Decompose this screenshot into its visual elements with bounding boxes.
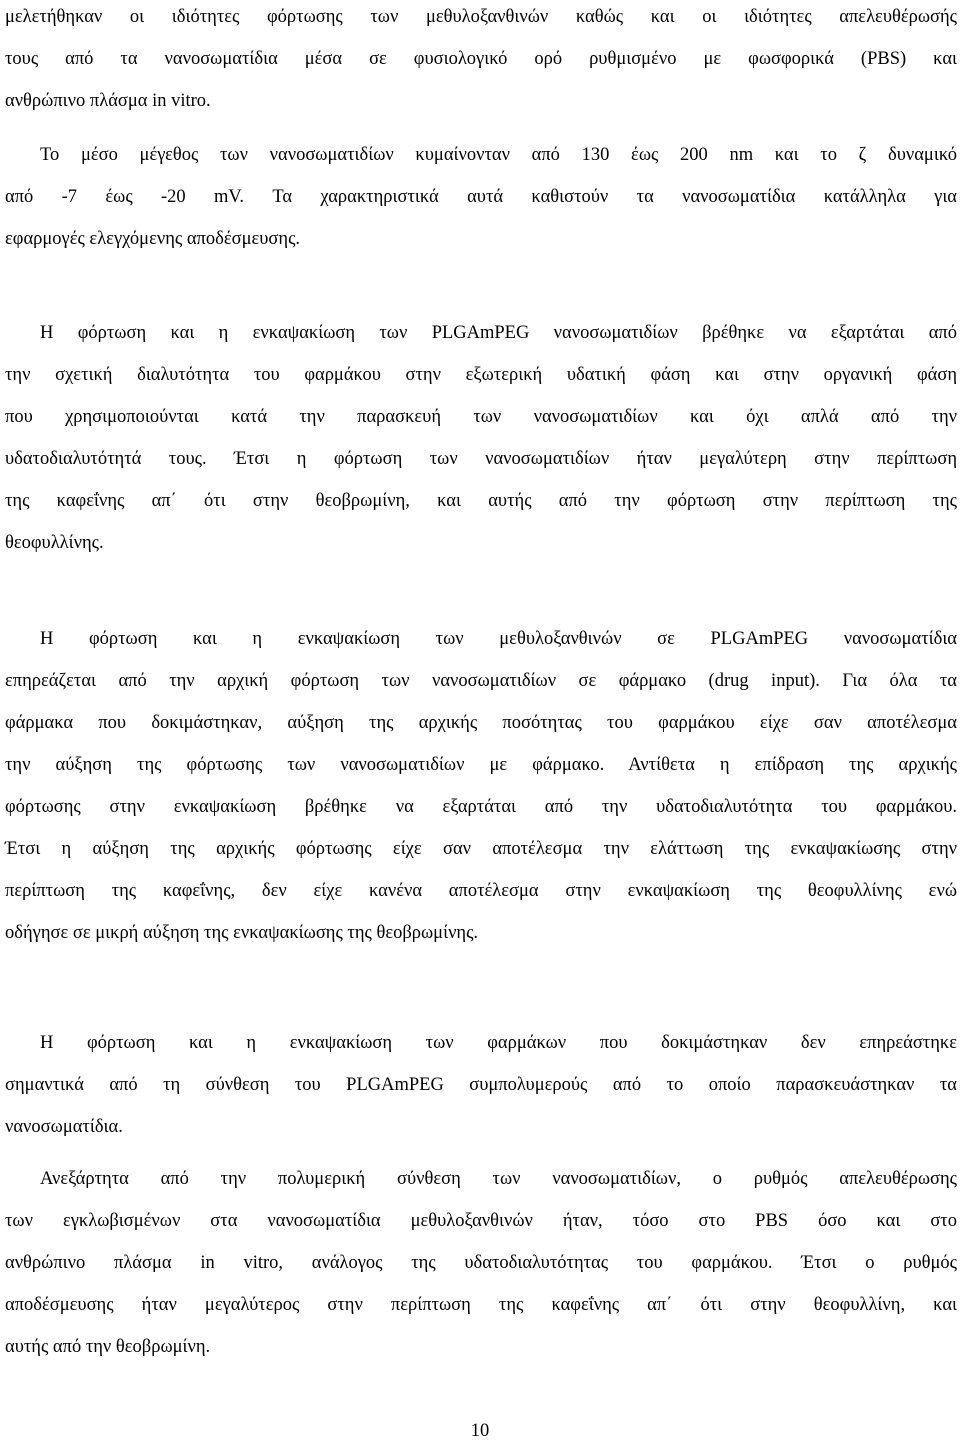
text-line: την σχετική διαλυτότητα του φαρμάκου στην εξωτερική υδατική φάση και στην οργανική φάση (5, 365, 957, 385)
text-line: Ανεξάρτητα από την πολυμερική σύνθεση των νανοσωματιδίων, ο ρυθμός απελευθέρωσης (40, 1169, 957, 1189)
text-line: των εγκλωβισμένων στα νανοσωματίδια μεθυλοξανθινών ήταν, τόσο στο PBS όσο και στο (5, 1211, 957, 1231)
text-line: από -7 έως -20 mV. Τα χαρακτηριστικά αυτά καθιστούν τα νανοσωματίδια κατάλληλα για (5, 187, 957, 207)
paragraph-drug-input (5, 618, 957, 954)
text-line: μελετήθηκαν οι ιδιότητες φόρτωσης των μεθυλοξανθινών καθώς και οι ιδιότητες απελευθέρωσής (5, 7, 957, 27)
text-line: Η φόρτωση και η ενκαψακίωση των PLGAmPEG νανοσωματιδίων βρέθηκε να εξαρτάται από (40, 323, 957, 343)
paragraph-loading-solubility (5, 312, 957, 564)
text-line: υδατοδιαλυτότητά τους. Έτσι η φόρτωση των νανοσωματιδίων ήταν μεγαλύτερη στην περίπτωση (5, 449, 957, 469)
paragraph-intro-continuation (5, 0, 957, 122)
paragraph-copolymer-composition (5, 1022, 957, 1148)
text-line: θεοφυλλίνης. (5, 533, 104, 553)
text-line: Έτσι η αύξηση της αρχικής φόρτωσης είχε σαν αποτέλεσμα την ελάττωση της ενκαψακίωσης στην (5, 839, 957, 859)
text-line: της καφεΐνης απ΄ ότι στην θεοβρωμίνη, και αυτής από την φόρτωση στην περίπτωση της (5, 491, 957, 511)
paragraph-release-rate (5, 1158, 957, 1368)
text-line: ανθρώπινο πλάσμα in vitro, ανάλογος της υδατοδιαλυτότητας του φαρμάκου. Έτσι ο ρυθμός (5, 1253, 957, 1273)
text-line: περίπτωση της καφεΐνης, δεν είχε κανένα αποτέλεσμα στην ενκαψακίωση της θεοφυλλίνης ενώ (5, 881, 957, 901)
paragraph-particle-size (5, 134, 957, 260)
text-line: Το μέσο μέγεθος των νανοσωματιδίων κυμαίνονταν από 130 έως 200 nm και το ζ δυναμικό (40, 145, 957, 165)
text-line: ανθρώπινο πλάσμα in vitro. (5, 91, 211, 111)
page-number: 10 (470, 1421, 490, 1441)
text-line: τους από τα νανοσωματίδια μέσα σε φυσιολογικό ορό ρυθμισμένο με φωσφορικά (PBS) και (5, 49, 957, 69)
text-line: την αύξηση της φόρτωσης των νανοσωματιδίων με φάρμακο. Αντίθετα η επίδραση της αρχικής (5, 755, 957, 775)
text-line: οδήγησε σε μικρή αύξηση της ενκαψακίωσης της θεοβρωμίνης. (5, 923, 479, 943)
text-line: επηρεάζεται από την αρχική φόρτωση των νανοσωματιδίων σε φάρμακο (drug input). Για όλα τα (5, 671, 957, 691)
text-line: σημαντικά από τη σύνθεση του PLGAmPEG συμπολυμερούς από το οποίο παρασκευάστηκαν τα (5, 1075, 957, 1095)
text-line: νανοσωματίδια. (5, 1117, 123, 1137)
text-line: Η φόρτωση και η ενκαψακίωση των φαρμάκων που δοκιμάστηκαν δεν επηρεάστηκε (40, 1033, 957, 1053)
text-line: φάρμακα που δοκιμάστηκαν, αύξηση της αρχικής ποσότητας του φαρμάκου είχε σαν αποτέλεσμα (5, 713, 957, 733)
text-line: που χρησιμοποιούνται κατά την παρασκευή των νανοσωματιδίων και όχι απλά από την (5, 407, 957, 427)
text-line: αποδέσμευσης ήταν μεγαλύτερος στην περίπτωση της καφεΐνης απ΄ ότι στην θεοφυλλίνη, και (5, 1295, 957, 1315)
text-line: φόρτωσης στην ενκαψακίωση βρέθηκε να εξαρτάται από την υδατοδιαλυτότητα του φαρμάκου. (5, 797, 957, 817)
text-line: αυτής από την θεοβρωμίνη. (5, 1337, 211, 1357)
text-line: Η φόρτωση και η ενκαψακίωση των μεθυλοξανθινών σε PLGAmPEG νανοσωματίδια (40, 629, 957, 649)
text-line: εφαρμογές ελεγχόμενης αποδέσμευσης. (5, 229, 301, 249)
